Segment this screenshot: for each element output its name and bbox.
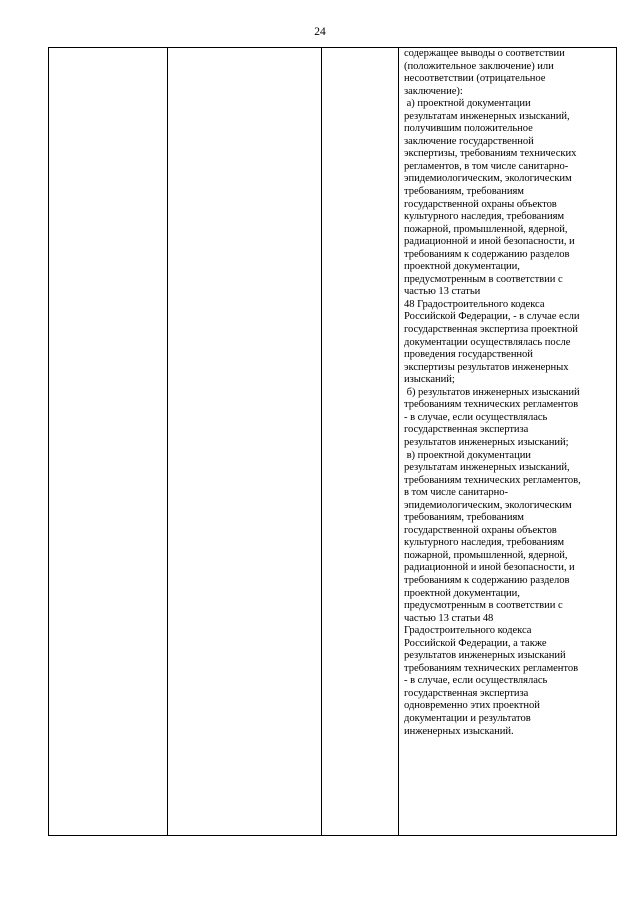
text-line: 48 Градостроительного кодекса <box>404 298 545 310</box>
text-line: требованиям к содержанию разделов <box>404 248 570 260</box>
text-line: государственная экспертиза <box>404 687 529 699</box>
text-line: результатов инженерных изысканий <box>404 650 566 662</box>
text-line: инженерных изысканий. <box>404 725 514 737</box>
text-line: государственная экспертиза проектной <box>404 324 578 336</box>
text-line: радиационной и иной безопасности, и <box>404 236 575 248</box>
document-table <box>48 47 617 836</box>
text-line: эпидемиологическим, экологическим <box>404 173 572 185</box>
text-line: заключение государственной <box>404 135 534 147</box>
text-line: (положительное заключение) или <box>404 60 554 72</box>
text-line: Российской Федерации, - в случае если <box>404 311 580 323</box>
text-line: предусмотренным в соответствии с <box>404 273 563 285</box>
text-line: государственной охраны объектов <box>404 198 557 210</box>
text-line: требованиям, требованиям <box>404 512 524 524</box>
table-cell-col1 <box>49 48 168 836</box>
text-line: получившим положительное <box>404 123 533 135</box>
table-cell-col2 <box>168 48 322 836</box>
page-number: 24 <box>314 26 326 38</box>
text-line: проектной документации, <box>404 587 520 599</box>
text-line: требованиям к содержанию разделов <box>404 574 570 586</box>
text-line: частью 13 статьи 48 <box>404 612 494 624</box>
table-cell-col4 <box>399 48 617 836</box>
text-line: результатов инженерных изысканий; <box>404 436 569 448</box>
text-line: - в случае, если осуществлялась <box>404 411 548 423</box>
text-line: экспертизы результатов инженерных <box>404 361 569 373</box>
text-line: заключение): <box>404 85 463 97</box>
text-line: пожарной, промышленной, ядерной, <box>404 549 568 561</box>
text-line: предусмотренным в соответствии с <box>404 600 563 612</box>
text-line: в том числе санитарно- <box>404 487 508 499</box>
table-row <box>49 48 617 836</box>
text-line: документации и результатов <box>404 712 531 724</box>
text-line: результатам инженерных изысканий, <box>404 110 570 122</box>
text-line: требованиям, требованиям <box>404 186 524 198</box>
text-line: частью 13 статьи <box>404 286 481 298</box>
text-line: изысканий; <box>404 374 455 386</box>
text-line: радиационной и иной безопасности, и <box>404 562 575 574</box>
text-line: б) результатов инженерных изысканий <box>404 386 580 398</box>
text-line: требованиям технических регламентов <box>404 399 579 411</box>
text-line: Российской Федерации, а также <box>404 637 547 649</box>
text-line: Градостроительного кодекса <box>404 625 532 637</box>
text-line: результатам инженерных изысканий, <box>404 462 570 474</box>
text-line: проведения государственной <box>404 349 533 361</box>
text-line: государственная экспертиза <box>404 424 529 436</box>
text-line: экспертизы, требованиям технических <box>404 148 577 160</box>
text-line: одновременно этих проектной <box>404 700 540 712</box>
text-line: эпидемиологическим, экологическим <box>404 499 572 511</box>
text-line: несоответствии (отрицательное <box>404 73 546 85</box>
text-line: документации осуществлялась после <box>404 336 571 348</box>
text-line: регламентов, в том числе санитарно- <box>404 160 569 172</box>
text-line: содержащее выводы о соответствии <box>404 48 565 59</box>
table-cell-col3 <box>322 48 399 836</box>
text-line: проектной документации, <box>404 261 520 273</box>
text-line: государственной охраны объектов <box>404 524 557 536</box>
text-line: культурного наследия, требованиям <box>404 537 565 549</box>
text-line: а) проектной документации <box>404 98 531 110</box>
cell-text-block <box>399 48 616 738</box>
text-line: требованиям технических регламентов <box>404 662 579 674</box>
text-line: - в случае, если осуществлялась <box>404 675 548 687</box>
text-line: требованиям технических регламентов, <box>404 474 581 486</box>
text-line: в) проектной документации <box>404 449 531 461</box>
text-line: культурного наследия, требованиям <box>404 211 565 223</box>
text-line: пожарной, промышленной, ядерной, <box>404 223 568 235</box>
